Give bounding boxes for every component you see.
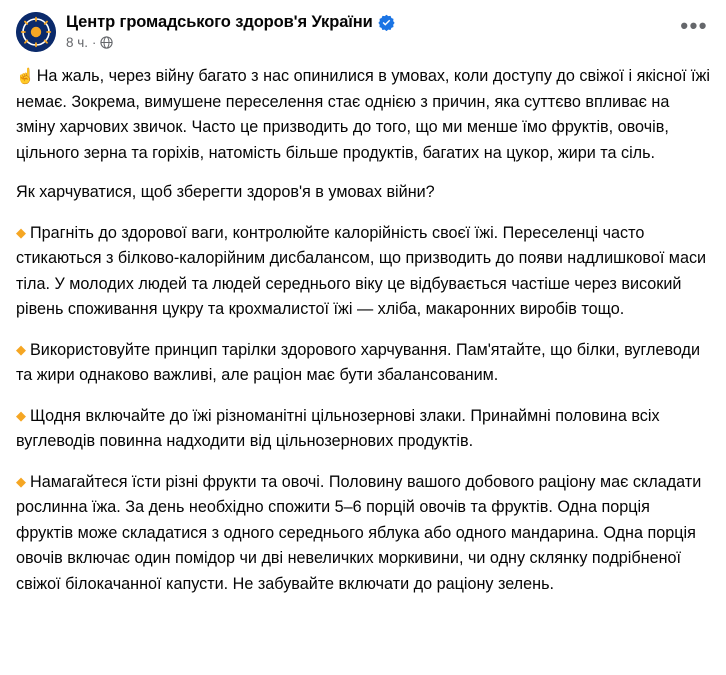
globe-icon[interactable] [100,36,113,49]
post-body [0,56,726,597]
post-paragraph [16,180,710,206]
post-paragraph-text: Як харчуватися, щоб зберегти здоров'я в умовах війни? [16,183,435,201]
post-paragraph [16,469,710,598]
post-paragraph-text: Щодня включайте до їжі різноманітні цільнозернові злаки. Принаймні половина всіх вуглеводів повинна надходити від цільнозернових продуктів. [16,406,660,450]
avatar[interactable] [16,12,56,52]
diamond-bullet-icon: ◆ [16,407,26,423]
post-timestamp[interactable]: 8 ч. [66,35,89,50]
post-paragraph [16,64,710,166]
verified-badge-icon [378,14,395,31]
diamond-bullet-icon: ◆ [16,341,26,357]
post-header [0,0,726,56]
post-paragraph-text: Намагайтеся їсти різні фрукти та овочі. Половину вашого добового раціону має складати рослинна їжа. За день необхідно спожити 5–6 порцій овочів та фруктів. Одна порція фруктів може складатися з одного середнього яблука або одного мандарина. Одна порція овочів включає один помідор чи дві невеличких моркивини, чи одну склянку подрібненої свіжої білокачанної капусти. Не забувайте включати до раціону зелень. [16,472,702,593]
diamond-bullet-icon: ◆ [16,224,26,240]
post-more-options-button[interactable]: ••• [680,13,708,38]
organization-logo-icon [16,12,56,52]
page-name-row [66,13,395,32]
post-paragraph-text: Використовуйте принцип тарілки здорового харчування. Пам'ятайте, що білки, вуглеводи та жири однаково важливі, але раціон має бути збалансованим. [16,340,701,384]
post-paragraph [16,403,710,455]
post-paragraph-text: Прагніть до здорової ваги, контролюйте калорійність своєї їжі. Переселенці часто стикаються з білково-калорійним дисбалансом, що призводить до появи надлишкової маси тіла. У молодих людей та людей середнього віку це відбувається частіше через високий рівень споживання цукру та крохмалистої їжі — хліба, макаронних виробів тощо. [16,223,707,318]
page-name[interactable]: Центр громадського здоров'я України [66,13,373,31]
post-meta [66,35,395,50]
meta-separator: · [92,35,97,50]
post-paragraph-text: На жаль, через війну багато з нас опинилися в умовах, коли доступу до свіжої і якісної їжі немає. Зокрема, вимушене переселення стає однією з причин, яка суттєво впливає на зміну харчових звичок. Часто це призводить до того, що ми менше їмо фруктів, овочів, цільного зерна та горіхів, натомість більше продуктів, багатих на цукор, жири та сіль. [16,67,710,162]
post-header-text [66,12,395,50]
post-paragraph [16,337,710,389]
diamond-bullet-icon: ◆ [16,473,26,489]
pointing-hand-icon: ☝ [16,68,35,85]
post-paragraph [16,220,710,323]
